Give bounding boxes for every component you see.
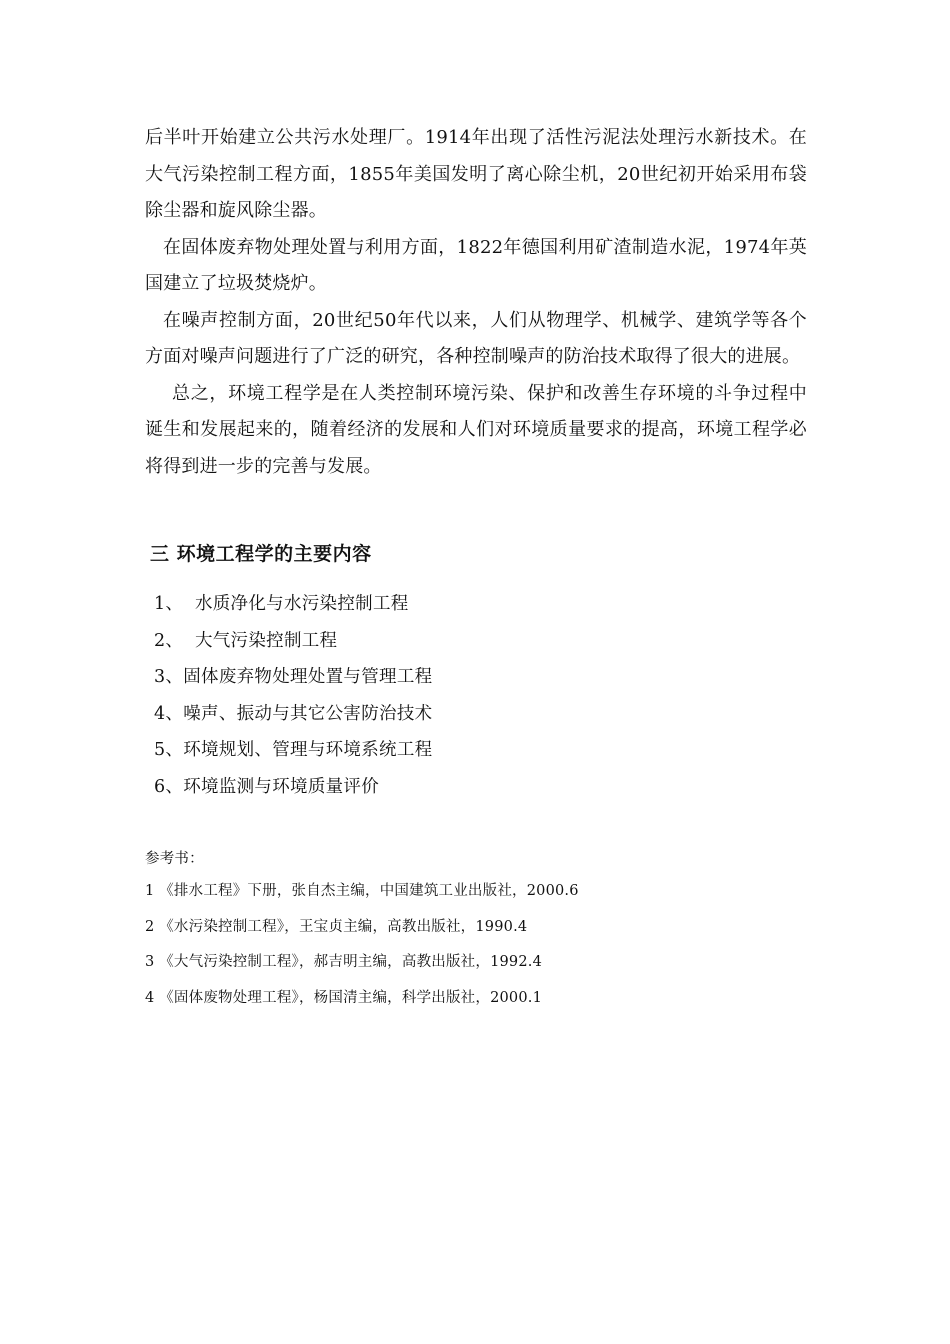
references-block — [145, 844, 579, 1016]
reference-item: 3 《大气污染控制工程》，郝吉明主编，高教出版社，1992.4 — [145, 954, 543, 970]
paragraph-history-noise: 在噪声控制方面，20世纪50年代以来，人们从物理学、机械学、建筑学等各个方面对噪声问题进行了广泛的研究，各种控制噪声的防治技术取得了很大的进展。 — [145, 309, 807, 367]
references-title: 参考书： — [145, 851, 204, 867]
section-heading: 三 环境工程学的主要内容 — [150, 543, 372, 565]
main-content-list — [154, 586, 432, 806]
list-item: 1、 水质净化与水污染控制工程 — [154, 594, 409, 614]
list-item: 2、 大气污染控制工程 — [154, 630, 338, 651]
body-text — [145, 120, 807, 485]
paragraph-summary: 总之，环境工程学是在人类控制环境污染、保护和改善生存环境的斗争过程中诞生和发展起来的，随着经济的发展和人们对环境质量要求的提高，环境工程学必将得到进一步的完善与发展。 — [145, 382, 807, 477]
paragraph-history-water-air: 后半叶开始建立公共污水处理厂。1914年出现了活性污泥法处理污水新技术。在大气污染控制工程方面，1855年美国发明了离心除尘机，20世纪初开始采用布袋除尘器和旋风除尘器。 — [145, 127, 807, 221]
list-item: 6、环境监测与环境质量评价 — [154, 776, 380, 797]
paragraph-history-solid-waste: 在固体废弃物处理处置与利用方面，1822年德国利用矿渣制造水泥，1974年英国建立了垃圾焚烧炉。 — [145, 236, 807, 294]
list-item: 3、固体废弃物处理处置与管理工程 — [154, 667, 433, 688]
reference-item: 2 《水污染控制工程》，王宝贞主编，高教出版社，1990.4 — [145, 918, 528, 935]
list-item: 5、环境规划、管理与环境系统工程 — [154, 740, 433, 761]
reference-item: 4 《固体废物处理工程》，杨国清主编，科学出版社，2000.1 — [145, 989, 543, 1006]
list-item: 4、噪声、振动与其它公害防治技术 — [154, 703, 433, 724]
reference-item: 1 《排水工程》下册，张自杰主编，中国建筑工业出版社，2000.6 — [145, 883, 579, 899]
